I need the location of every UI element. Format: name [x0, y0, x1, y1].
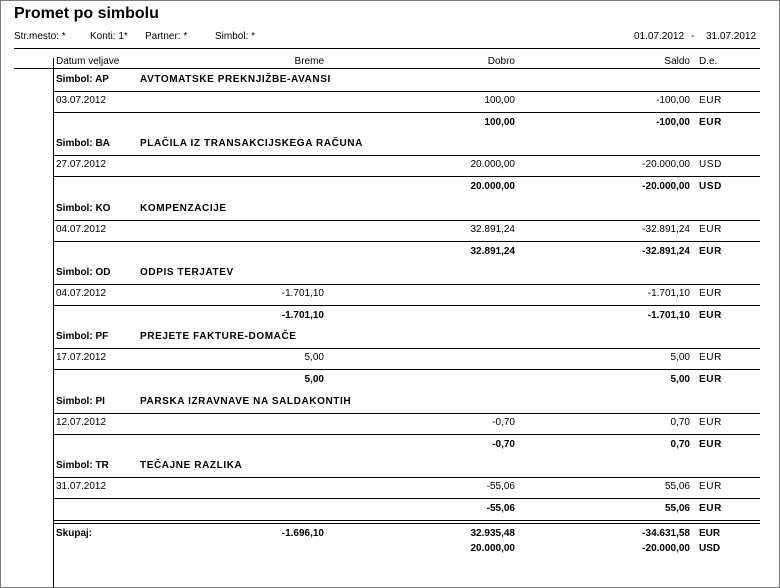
group-total-dobro: -0,70	[492, 439, 515, 450]
group-total-saldo: 55,06	[664, 503, 690, 514]
row-date: 04.07.2012	[56, 288, 107, 299]
row-saldo: 5,00	[670, 352, 690, 363]
column-header-dobro: Dobro	[487, 56, 515, 67]
row-date: 04.07.2012	[56, 224, 107, 235]
group-symbol: Simbol: TR	[56, 460, 109, 471]
grand-total-de-2: USD	[699, 543, 721, 554]
group-description: ODPIS TERJATEV	[140, 267, 234, 278]
filter-strmesto: Str.mesto: *	[14, 31, 66, 42]
period-from: 01.07.2012	[634, 31, 685, 42]
column-header-de: D.e.	[699, 56, 718, 67]
filter-partner: Partner: *	[145, 31, 188, 42]
group-total-breme: -1.701,10	[281, 310, 324, 321]
group-total-rule	[53, 434, 760, 435]
group-total-dobro: 100,00	[484, 117, 515, 128]
grand-total-breme: -1.696,10	[281, 528, 324, 539]
column-header-breme: Breme	[294, 56, 324, 67]
row-currency: EUR	[699, 352, 722, 363]
row-saldo: -20.000,00	[642, 159, 690, 170]
group-symbol: Simbol: PI	[56, 396, 105, 407]
group-total-currency: EUR	[699, 374, 722, 385]
column-header-datum: Datum veljave	[56, 56, 120, 67]
group-header-rule	[53, 413, 760, 414]
group-description: PREJETE FAKTURE-DOMAČE	[140, 331, 297, 342]
group-total-saldo: -20.000,00	[642, 181, 690, 192]
group-total-saldo: -32.891,24	[642, 246, 690, 257]
group-total-rule	[53, 241, 760, 242]
group-total-rule	[53, 176, 760, 177]
grand-total-saldo: -34.631,58	[642, 528, 690, 539]
period-separator: -	[691, 31, 695, 42]
row-currency: EUR	[699, 417, 722, 428]
group-header-rule	[53, 155, 760, 156]
row-saldo: -100,00	[656, 95, 690, 106]
group-total-dobro: 32.891,24	[470, 246, 515, 257]
row-date: 17.07.2012	[56, 352, 107, 363]
grand-total-dobro: 32.935,48	[470, 528, 515, 539]
group-total-rule	[53, 369, 760, 370]
column-header-saldo: Saldo	[664, 56, 690, 67]
group-header-rule	[53, 91, 760, 92]
group-total-rule	[53, 498, 760, 499]
group-total-dobro: 20.000,00	[470, 181, 515, 192]
grand-total-rule-top	[53, 520, 760, 521]
grand-total-rule-bottom	[53, 523, 760, 524]
group-symbol: Simbol: PF	[56, 331, 109, 342]
group-header-rule	[53, 284, 760, 285]
row-currency: EUR	[699, 481, 722, 492]
row-breme: -1.701,10	[281, 288, 324, 299]
header-bottom-rule	[14, 68, 760, 69]
group-symbol: Simbol: KO	[56, 203, 111, 214]
group-total-dobro: -55,06	[486, 503, 515, 514]
group-header-rule	[53, 348, 760, 349]
group-total-saldo: -1.701,10	[647, 310, 690, 321]
grand-total-label: Skupaj:	[56, 528, 93, 539]
group-description: AVTOMATSKE PREKNJIŽBE-AVANSI	[140, 74, 331, 85]
report-title: Promet po simbolu	[14, 5, 159, 22]
row-saldo: 55,06	[664, 481, 690, 492]
row-breme: 5,00	[304, 352, 324, 363]
filter-simbol: Simbol: *	[215, 31, 256, 42]
group-description: KOMPENZACIJE	[140, 203, 227, 214]
row-saldo: 0,70	[670, 417, 690, 428]
group-description: PLAČILA IZ TRANSAKCIJSKEGA RAČUNA	[140, 138, 363, 149]
row-currency: EUR	[699, 224, 722, 235]
group-total-saldo: -100,00	[656, 117, 690, 128]
grand-total-de: EUR	[699, 528, 721, 539]
row-date: 12.07.2012	[56, 417, 107, 428]
row-saldo: -32.891,24	[642, 224, 690, 235]
filter-konti: Konti: 1*	[90, 31, 128, 42]
group-total-currency: EUR	[699, 503, 722, 514]
row-dobro: 20.000,00	[470, 159, 515, 170]
row-date: 31.07.2012	[56, 481, 107, 492]
group-total-currency: EUR	[699, 310, 722, 321]
header-top-rule	[14, 48, 760, 49]
group-symbol: Simbol: OD	[56, 267, 111, 278]
row-saldo: -1.701,10	[647, 288, 690, 299]
row-dobro: -55,06	[486, 481, 515, 492]
group-total-currency: EUR	[699, 439, 722, 450]
group-total-rule	[53, 305, 760, 306]
group-total-breme: 5,00	[304, 374, 324, 385]
group-total-currency: USD	[699, 181, 722, 192]
row-currency: EUR	[699, 95, 722, 106]
row-dobro: -0,70	[492, 417, 515, 428]
row-dobro: 32.891,24	[470, 224, 515, 235]
row-currency: USD	[699, 159, 722, 170]
row-date: 03.07.2012	[56, 95, 107, 106]
group-description: TEČAJNE RAZLIKA	[140, 460, 243, 471]
group-header-rule	[53, 477, 760, 478]
left-margin-rule	[53, 58, 54, 588]
group-total-saldo: 0,70	[670, 439, 690, 450]
row-dobro: 100,00	[484, 95, 515, 106]
group-symbol: Simbol: AP	[56, 74, 109, 85]
group-total-saldo: 5,00	[670, 374, 690, 385]
group-header-rule	[53, 220, 760, 221]
period-to: 31.07.2012	[706, 31, 757, 42]
group-total-rule	[53, 112, 760, 113]
group-description: PARSKA IZRAVNAVE NA SALDAKONTIH	[140, 396, 352, 407]
row-date: 27.07.2012	[56, 159, 107, 170]
row-currency: EUR	[699, 288, 722, 299]
group-symbol: Simbol: BA	[56, 138, 110, 149]
group-total-currency: EUR	[699, 117, 722, 128]
grand-total-dobro-2: 20.000,00	[470, 543, 515, 554]
group-total-currency: EUR	[699, 246, 722, 257]
grand-total-saldo-2: -20.000,00	[642, 543, 690, 554]
